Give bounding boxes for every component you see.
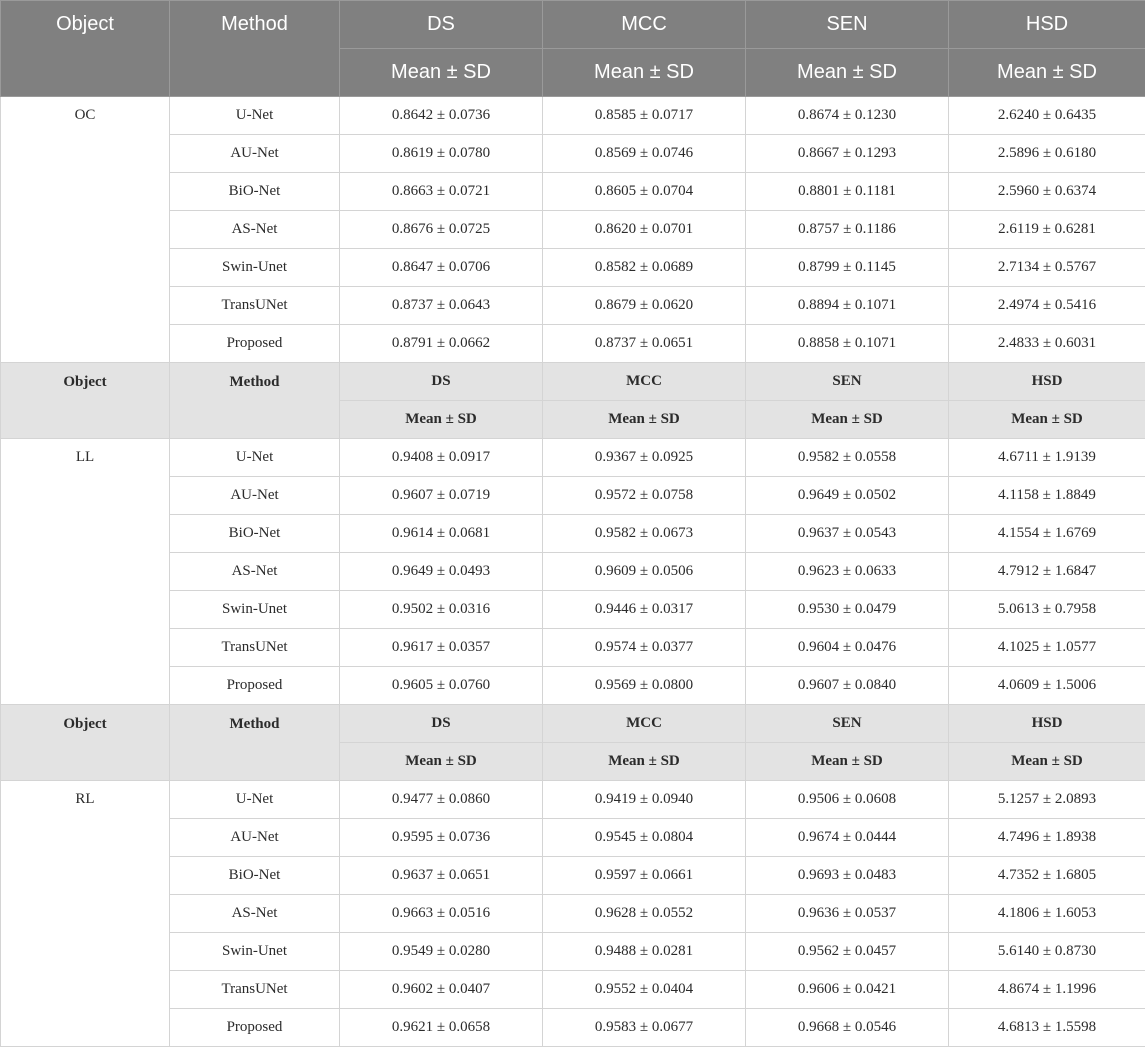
method-cell: Swin-Unet	[170, 591, 340, 629]
object-cell: LL	[1, 439, 170, 705]
table-row	[1, 325, 1145, 363]
table-row	[1, 819, 1145, 857]
value-cell-hsd: 4.0609 ± 1.5006	[949, 667, 1145, 705]
header-row	[1, 705, 1145, 743]
method-cell: AU-Net	[170, 135, 340, 173]
header-metric-hsd: HSD	[949, 1, 1145, 49]
method-cell: AS-Net	[170, 553, 340, 591]
method-cell: BiO-Net	[170, 857, 340, 895]
value-cell-sen: 0.8894 ± 0.1071	[746, 287, 949, 325]
method-cell: BiO-Net	[170, 515, 340, 553]
header-metric-hsd: HSD	[949, 705, 1145, 743]
value-cell-ds: 0.9649 ± 0.0493	[340, 553, 543, 591]
value-cell-hsd: 2.6240 ± 0.6435	[949, 97, 1145, 135]
value-cell-hsd: 4.1806 ± 1.6053	[949, 895, 1145, 933]
value-cell-ds: 0.8791 ± 0.0662	[340, 325, 543, 363]
header-stat-hsd: Mean ± SD	[949, 401, 1145, 439]
header-metric-ds: DS	[340, 705, 543, 743]
value-cell-ds: 0.9477 ± 0.0860	[340, 781, 543, 819]
header-metric-mcc: MCC	[543, 363, 746, 401]
value-cell-mcc: 0.8569 ± 0.0746	[543, 135, 746, 173]
value-cell-sen: 0.9649 ± 0.0502	[746, 477, 949, 515]
value-cell-sen: 0.8801 ± 0.1181	[746, 173, 949, 211]
method-cell: Proposed	[170, 325, 340, 363]
header-metric-ds: DS	[340, 1, 543, 49]
method-cell: Proposed	[170, 1009, 340, 1047]
value-cell-ds: 0.9607 ± 0.0719	[340, 477, 543, 515]
value-cell-hsd: 4.7352 ± 1.6805	[949, 857, 1145, 895]
header-method: Method	[170, 363, 340, 439]
method-cell: Swin-Unet	[170, 933, 340, 971]
header-metric-ds: DS	[340, 363, 543, 401]
value-cell-sen: 0.9604 ± 0.0476	[746, 629, 949, 667]
table-row	[1, 1009, 1145, 1047]
value-cell-ds: 0.8663 ± 0.0721	[340, 173, 543, 211]
table-row	[1, 477, 1145, 515]
value-cell-hsd: 2.4974 ± 0.5416	[949, 287, 1145, 325]
value-cell-ds: 0.9621 ± 0.0658	[340, 1009, 543, 1047]
value-cell-hsd: 4.1025 ± 1.0577	[949, 629, 1145, 667]
header-stat-hsd: Mean ± SD	[949, 743, 1145, 781]
object-cell: OC	[1, 97, 170, 363]
value-cell-hsd: 4.8674 ± 1.1996	[949, 971, 1145, 1009]
method-cell: TransUNet	[170, 287, 340, 325]
table-row	[1, 781, 1145, 819]
table-row	[1, 629, 1145, 667]
table-row	[1, 553, 1145, 591]
method-cell: TransUNet	[170, 629, 340, 667]
header-row	[1, 363, 1145, 401]
value-cell-sen: 0.8799 ± 0.1145	[746, 249, 949, 287]
value-cell-sen: 0.8674 ± 0.1230	[746, 97, 949, 135]
results-table-body	[1, 1, 1145, 1047]
value-cell-ds: 0.9602 ± 0.0407	[340, 971, 543, 1009]
value-cell-ds: 0.9549 ± 0.0280	[340, 933, 543, 971]
value-cell-mcc: 0.9597 ± 0.0661	[543, 857, 746, 895]
value-cell-hsd: 2.4833 ± 0.6031	[949, 325, 1145, 363]
value-cell-ds: 0.9617 ± 0.0357	[340, 629, 543, 667]
value-cell-ds: 0.9595 ± 0.0736	[340, 819, 543, 857]
table-row	[1, 135, 1145, 173]
value-cell-ds: 0.9614 ± 0.0681	[340, 515, 543, 553]
value-cell-mcc: 0.9488 ± 0.0281	[543, 933, 746, 971]
header-object: Object	[1, 1, 170, 97]
value-cell-ds: 0.8737 ± 0.0643	[340, 287, 543, 325]
value-cell-hsd: 5.1257 ± 2.0893	[949, 781, 1145, 819]
value-cell-ds: 0.8642 ± 0.0736	[340, 97, 543, 135]
value-cell-mcc: 0.8737 ± 0.0651	[543, 325, 746, 363]
value-cell-mcc: 0.9574 ± 0.0377	[543, 629, 746, 667]
value-cell-sen: 0.9506 ± 0.0608	[746, 781, 949, 819]
value-cell-hsd: 2.7134 ± 0.5767	[949, 249, 1145, 287]
method-cell: AS-Net	[170, 211, 340, 249]
value-cell-mcc: 0.8605 ± 0.0704	[543, 173, 746, 211]
method-cell: AU-Net	[170, 819, 340, 857]
method-cell: AU-Net	[170, 477, 340, 515]
value-cell-hsd: 4.1554 ± 1.6769	[949, 515, 1145, 553]
header-object: Object	[1, 705, 170, 781]
value-cell-sen: 0.9582 ± 0.0558	[746, 439, 949, 477]
header-metric-sen: SEN	[746, 705, 949, 743]
value-cell-mcc: 0.8585 ± 0.0717	[543, 97, 746, 135]
value-cell-hsd: 4.6813 ± 1.5598	[949, 1009, 1145, 1047]
header-metric-sen: SEN	[746, 1, 949, 49]
table-row	[1, 591, 1145, 629]
value-cell-mcc: 0.9545 ± 0.0804	[543, 819, 746, 857]
value-cell-mcc: 0.9552 ± 0.0404	[543, 971, 746, 1009]
method-cell: TransUNet	[170, 971, 340, 1009]
method-cell: U-Net	[170, 97, 340, 135]
table-row	[1, 933, 1145, 971]
header-row	[1, 1, 1145, 49]
value-cell-mcc: 0.8679 ± 0.0620	[543, 287, 746, 325]
table-row	[1, 97, 1145, 135]
value-cell-hsd: 5.0613 ± 0.7958	[949, 591, 1145, 629]
value-cell-sen: 0.9623 ± 0.0633	[746, 553, 949, 591]
table-row	[1, 895, 1145, 933]
value-cell-hsd: 5.6140 ± 0.8730	[949, 933, 1145, 971]
value-cell-mcc: 0.8620 ± 0.0701	[543, 211, 746, 249]
header-stat-mcc: Mean ± SD	[543, 401, 746, 439]
value-cell-hsd: 4.6711 ± 1.9139	[949, 439, 1145, 477]
value-cell-ds: 0.8619 ± 0.0780	[340, 135, 543, 173]
header-stat-sen: Mean ± SD	[746, 401, 949, 439]
value-cell-ds: 0.8676 ± 0.0725	[340, 211, 543, 249]
value-cell-hsd: 4.7912 ± 1.6847	[949, 553, 1145, 591]
header-stat-ds: Mean ± SD	[340, 49, 543, 97]
value-cell-sen: 0.8858 ± 0.1071	[746, 325, 949, 363]
value-cell-mcc: 0.9609 ± 0.0506	[543, 553, 746, 591]
header-metric-mcc: MCC	[543, 1, 746, 49]
header-object: Object	[1, 363, 170, 439]
header-stat-ds: Mean ± SD	[340, 743, 543, 781]
header-stat-sen: Mean ± SD	[746, 743, 949, 781]
value-cell-sen: 0.9562 ± 0.0457	[746, 933, 949, 971]
value-cell-sen: 0.9674 ± 0.0444	[746, 819, 949, 857]
value-cell-hsd: 2.5896 ± 0.6180	[949, 135, 1145, 173]
value-cell-mcc: 0.9583 ± 0.0677	[543, 1009, 746, 1047]
header-stat-ds: Mean ± SD	[340, 401, 543, 439]
value-cell-mcc: 0.9582 ± 0.0673	[543, 515, 746, 553]
method-cell: U-Net	[170, 439, 340, 477]
value-cell-sen: 0.8667 ± 0.1293	[746, 135, 949, 173]
table-row	[1, 667, 1145, 705]
object-cell: RL	[1, 781, 170, 1047]
value-cell-hsd: 2.5960 ± 0.6374	[949, 173, 1145, 211]
value-cell-mcc: 0.8582 ± 0.0689	[543, 249, 746, 287]
method-cell: AS-Net	[170, 895, 340, 933]
value-cell-hsd: 4.1158 ± 1.8849	[949, 477, 1145, 515]
value-cell-ds: 0.8647 ± 0.0706	[340, 249, 543, 287]
value-cell-sen: 0.9607 ± 0.0840	[746, 667, 949, 705]
table-row	[1, 971, 1145, 1009]
value-cell-ds: 0.9637 ± 0.0651	[340, 857, 543, 895]
value-cell-mcc: 0.9572 ± 0.0758	[543, 477, 746, 515]
method-cell: U-Net	[170, 781, 340, 819]
header-stat-mcc: Mean ± SD	[543, 743, 746, 781]
header-stat-mcc: Mean ± SD	[543, 49, 746, 97]
value-cell-sen: 0.9530 ± 0.0479	[746, 591, 949, 629]
table-row	[1, 173, 1145, 211]
value-cell-ds: 0.9502 ± 0.0316	[340, 591, 543, 629]
header-metric-sen: SEN	[746, 363, 949, 401]
method-cell: BiO-Net	[170, 173, 340, 211]
value-cell-sen: 0.9637 ± 0.0543	[746, 515, 949, 553]
method-cell: Swin-Unet	[170, 249, 340, 287]
table-row	[1, 515, 1145, 553]
value-cell-mcc: 0.9628 ± 0.0552	[543, 895, 746, 933]
value-cell-mcc: 0.9419 ± 0.0940	[543, 781, 746, 819]
value-cell-sen: 0.9693 ± 0.0483	[746, 857, 949, 895]
value-cell-mcc: 0.9367 ± 0.0925	[543, 439, 746, 477]
value-cell-sen: 0.9636 ± 0.0537	[746, 895, 949, 933]
header-metric-hsd: HSD	[949, 363, 1145, 401]
table-row	[1, 249, 1145, 287]
value-cell-sen: 0.8757 ± 0.1186	[746, 211, 949, 249]
header-metric-mcc: MCC	[543, 705, 746, 743]
header-stat-hsd: Mean ± SD	[949, 49, 1145, 97]
table-row	[1, 857, 1145, 895]
value-cell-hsd: 2.6119 ± 0.6281	[949, 211, 1145, 249]
value-cell-ds: 0.9605 ± 0.0760	[340, 667, 543, 705]
value-cell-hsd: 4.7496 ± 1.8938	[949, 819, 1145, 857]
method-cell: Proposed	[170, 667, 340, 705]
value-cell-ds: 0.9408 ± 0.0917	[340, 439, 543, 477]
header-method: Method	[170, 705, 340, 781]
table-row	[1, 287, 1145, 325]
value-cell-mcc: 0.9446 ± 0.0317	[543, 591, 746, 629]
header-stat-sen: Mean ± SD	[746, 49, 949, 97]
value-cell-sen: 0.9606 ± 0.0421	[746, 971, 949, 1009]
value-cell-sen: 0.9668 ± 0.0546	[746, 1009, 949, 1047]
value-cell-ds: 0.9663 ± 0.0516	[340, 895, 543, 933]
table-row	[1, 211, 1145, 249]
value-cell-mcc: 0.9569 ± 0.0800	[543, 667, 746, 705]
header-method: Method	[170, 1, 340, 97]
table-row	[1, 439, 1145, 477]
